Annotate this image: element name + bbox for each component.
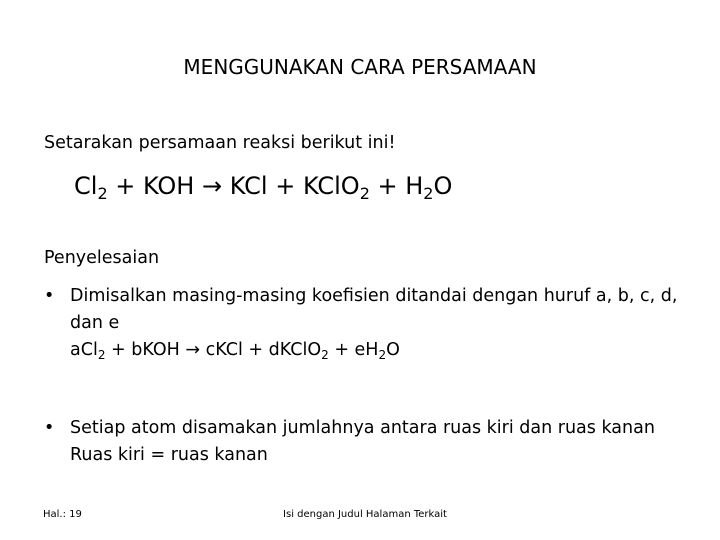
eq-term: Cl [74,172,98,200]
coefficient-equation [70,337,682,364]
bullet-item [44,415,684,475]
eq-subscript: 2 [97,348,106,362]
eq-term: aCl [70,340,98,360]
bullet-text: Setiap atom disamakan jumlahnya antara ruas kiri dan ruas kanan Ruas kiri = ruas kanan [70,418,655,465]
eq-term: + KOH [107,172,202,200]
bullet-content [70,283,682,364]
eq-subscript: 2 [97,184,108,203]
arrow-icon: → [201,172,223,200]
page-number: Hal.: 19 [43,509,82,520]
eq-term: + eH [328,340,379,360]
eq-term: O [386,340,400,360]
eq-subscript: 2 [423,184,434,203]
eq-term: KCl + KClO [222,172,360,200]
bullet-marker: • [44,418,55,438]
slide-title: MENGGUNAKAN CARA PERSAMAAN [183,55,537,79]
eq-subscript: 2 [378,348,387,362]
bullet-item [44,283,684,383]
eq-term: + bKOH [105,340,186,360]
section-heading: Penyelesaian [44,248,160,268]
main-equation [74,172,453,203]
eq-subscript: 2 [321,348,329,362]
eq-term: cKCl + dKClO [200,340,322,360]
eq-subscript: 2 [359,184,370,203]
eq-term: O [433,172,453,200]
bullet-marker: • [44,286,55,306]
arrow-icon: → [185,340,201,360]
footer-caption: Isi dengan Judul Halaman Terkait [283,509,447,520]
instruction-text: Setarakan persamaan reaksi berikut ini! [44,133,396,153]
bullet-text: Dimisalkan masing-masing koefisien ditandai dengan huruf a, b, c, d, dan e [70,286,678,333]
eq-term: + H [369,172,424,200]
